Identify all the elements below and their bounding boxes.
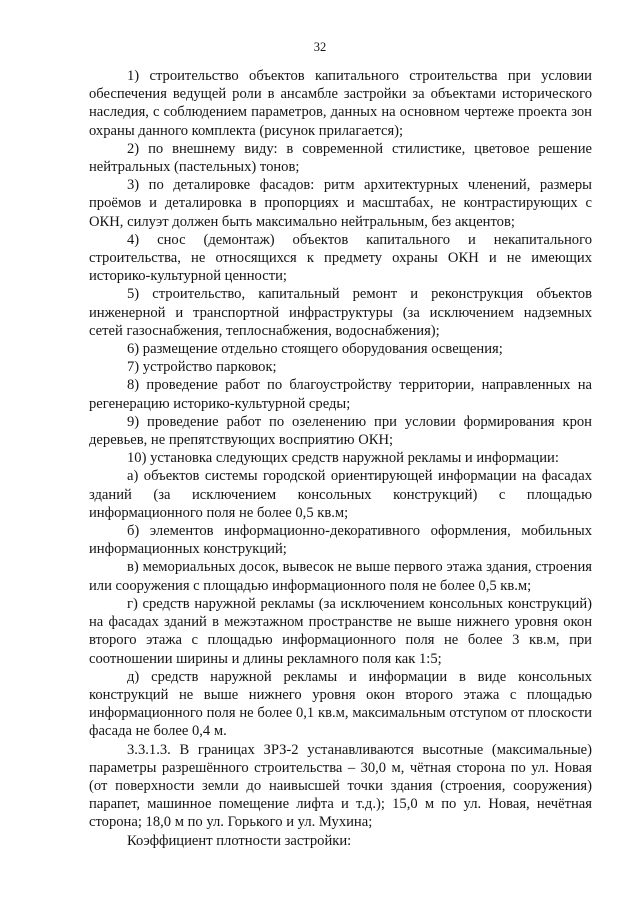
subitem-a: а) объектов системы городской ориентирующей информации на фасадах зданий (за исключением консольных конструкций) с площадью информационного поля не более 0,5 кв.м; (89, 468, 592, 521)
paragraph-item-4: 4) снос (демонтаж) объектов капитального и некапитального строительства, не относящихся к предмету охраны ОКН и не имеющих историко-культурной ценности; (89, 231, 592, 285)
paragraph-item-3: 3) по деталировке фасадов: ритм архитектурных членений, размеры проёмов и деталировка в пропорциях и масштабах, не контрастирующих с ОКН, силуэт должен быть максимально нейтральным, без акцентов; (89, 177, 592, 230)
paragraph-item-1: 1) строительство объектов капитального строительства при условии обеспечения ведущей роли в ансамбле застройки за объектами исторического наследия, с соблюдением параметров, данных на основном чертеже проекта зон охраны данного комплекта (рисунок прилагается); (89, 68, 592, 139)
paragraph-item-2: 2) по внешнему виду: в современной стилистике, цветовое решение нейтральных (пастельных) тонов; (89, 140, 592, 176)
document-body (89, 67, 592, 850)
subitem-d: д) средств наружной рекламы и информации в виде консольных конструкций не выше нижнего уровня окон второго этажа с площадью информационного поля не более 0,1 кв.м, максимальным отступом от плоскости фасада не более 0,4 м. (89, 668, 592, 740)
subitem-v: в) мемориальных досок, вывесок не выше первого этажа здания, строения или сооружения с площадью информационного поля не более 0,5 кв.м; (89, 559, 592, 594)
subitem-g: г) средств наружной рекламы (за исключением консольных конструкций) на фасадах зданий в межэтажном пространстве не выше нижнего уровня окон второго этажа с площадью информационного поля не более 3 кв.м, при соотношении ширины и длины рекламного поля как 1:5; (89, 595, 592, 667)
paragraph-item-9: 9) проведение работ по озеленению при условии формирования крон деревьев, не препятствующих восприятию ОКН; (89, 413, 592, 449)
paragraph-item-8: 8) проведение работ по благоустройству территории, направленных на регенерацию историко-культурной среды; (89, 377, 592, 412)
paragraph-item-5: 5) строительство, капитальный ремонт и реконструкция объектов инженерной и транспортной инфраструктуры (за исключением надземных сетей газоснабжения, теплоснабжения, водоснабжения); (89, 286, 592, 339)
page-number: 32 (313, 40, 327, 54)
paragraph-item-6: 6) размещение отдельно стоящего оборудования освещения; (127, 341, 503, 358)
section-3-3-1-3: 3.3.1.3. В границах ЗРЗ-2 устанавливаются высотные (максимальные) параметры разрешённого строительства – 30,0 м, чётная сторона по ул. Новая (от поверхности земли до наивысшей точки здания (строения, сооружения) парапет, машинное помещение лифта и т.д.); 15,0 м по ул. Новая, нечётная сторона; 18,0 м по ул. Горького и ул. Мухина; (89, 741, 592, 831)
paragraph-item-7: 7) устройство парковок; (127, 359, 277, 376)
density-heading: Коэффициент плотности застройки: (127, 832, 352, 849)
subitem-b: б) элементов информационно-декоративного оформления, мобильных информационных конструкций; (89, 523, 592, 558)
paragraph-item-10: 10) установка следующих средств наружной рекламы и информации: (127, 450, 559, 467)
